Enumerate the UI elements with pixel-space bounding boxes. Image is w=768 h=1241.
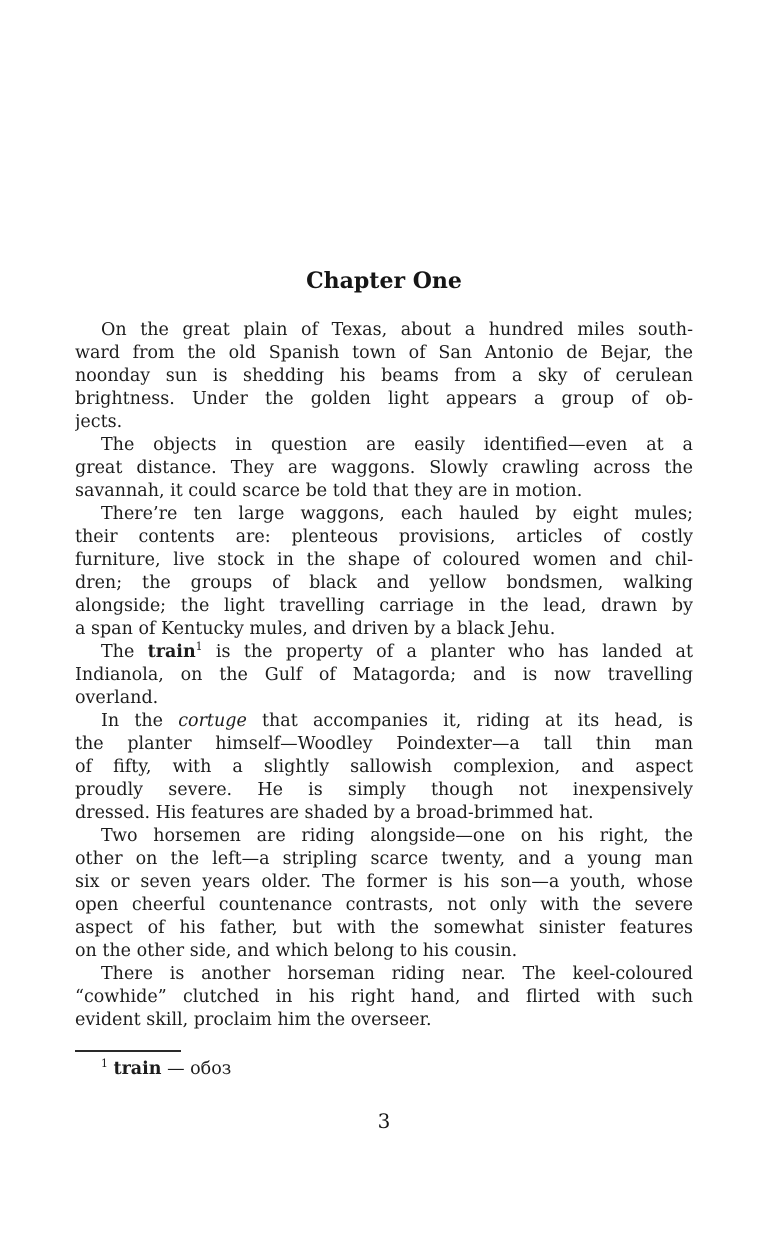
emphasized-text: train (113, 1059, 162, 1079)
text-line: There’re ten large waggons, each hauled by eight mules; (101, 504, 693, 524)
text-line: on the other side, and which belong to his cousin. (75, 941, 518, 961)
footnote-marker: 1 (195, 641, 203, 654)
text-line: proudly severe. He is simply though not inexpensively (75, 780, 693, 800)
text-line: dren; the groups of black and yellow bondsmen, walking (75, 573, 693, 593)
text-line: brightness. Under the golden light appears a group of ob- (75, 389, 693, 409)
text-line: ward from the old Spanish town of San Antonio de Bejar, the (75, 343, 693, 363)
text-line: Indianola, on the Gulf of Matagorda; and is now travelling (75, 665, 693, 685)
text-line: great distance. They are waggons. Slowly crawling across the (75, 458, 693, 478)
text-line: The objects in question are easily identified—even at a (101, 435, 693, 455)
text-line: the planter himself—Woodley Poindexter—a tall thin man (75, 734, 693, 754)
text-line: a span of Kentucky mules, and driven by a black Jehu. (75, 619, 556, 639)
text-line: of fifty, with a slightly sallowish complexion, and aspect (75, 757, 693, 777)
footnote-rule (75, 1050, 181, 1052)
text-line: savannah, it could scarce be told that they are in motion. (75, 481, 583, 501)
text-line: Two horsemen are riding alongside—one on his right, the (101, 826, 693, 846)
text-line: open cheerful countenance contrasts, not only with the severe (75, 895, 693, 915)
text-line: other on the left—a stripling scarce twenty, and a young man (75, 849, 693, 869)
text-line: furniture, live stock in the shape of coloured women and chil- (75, 550, 693, 570)
paragraph (75, 503, 693, 641)
footnote-marker: 1 (101, 1057, 108, 1071)
text-line: On the great plain of Texas, about a hundred miles south- (101, 320, 693, 340)
text-line: overland. (75, 688, 159, 708)
text-line: alongside; the light travelling carriage in the lead, drawn by (75, 596, 693, 616)
paragraph (75, 963, 693, 1032)
body-text (75, 319, 693, 1032)
text-line: There is another horseman riding near. The keel-coloured (101, 964, 693, 984)
paragraph (75, 641, 693, 710)
page-number: 3 (377, 1109, 391, 1133)
paragraph (75, 825, 693, 963)
text-line: The train$^1$ is the property of a planter who has landed at (101, 641, 693, 662)
text-line: “cowhide” clutched in his right hand, and flirted with such (75, 987, 693, 1007)
chapter-heading: Chapter One (306, 268, 462, 294)
text-line: aspect of his father, but with the somewhat sinister features (75, 918, 693, 938)
emphasized-text: cortuge (178, 711, 247, 731)
text-line: In the cortuge that accompanies it, riding at its head, is (101, 711, 693, 731)
text-line: dressed. His features are shaded by a broad-brimmed hat. (75, 803, 594, 823)
emphasized-text: train (147, 642, 196, 662)
footnote-text: $^1$ train — обоз (101, 1057, 232, 1079)
text-line: six or seven years older. The former is his son—a youth, whose (75, 872, 693, 892)
text-line: noonday sun is shedding his beams from a sky of cerulean (75, 366, 693, 386)
paragraph (75, 710, 693, 825)
text-line: evident skill, proclaim him the overseer. (75, 1010, 432, 1030)
text-line: their contents are: plenteous provisions, articles of costly (75, 527, 693, 547)
text-line: jects. (75, 412, 123, 432)
paragraph (75, 319, 693, 434)
paragraph (75, 434, 693, 503)
